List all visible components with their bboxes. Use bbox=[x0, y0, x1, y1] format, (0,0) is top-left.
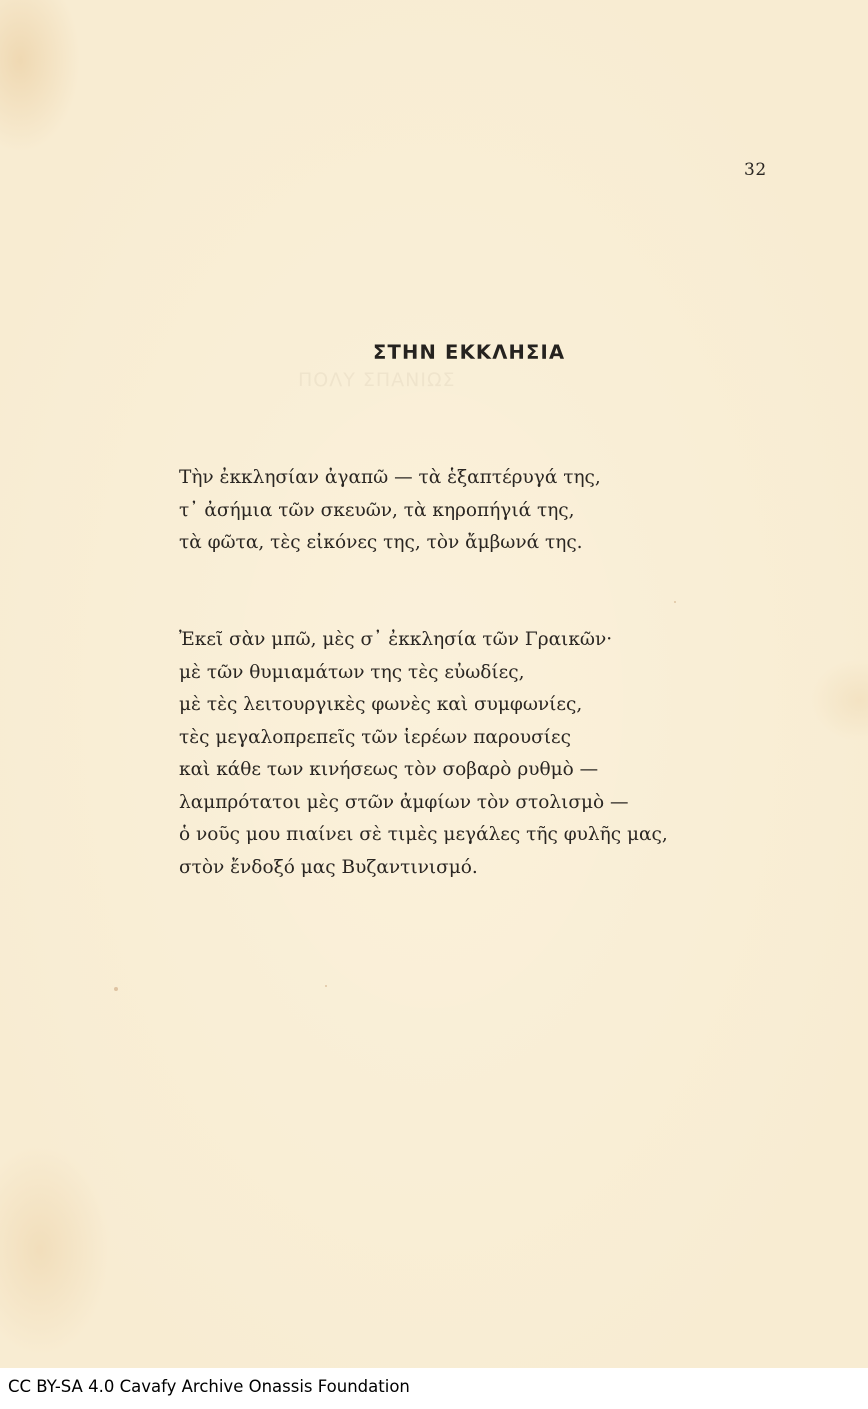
paper-speck bbox=[325, 985, 327, 987]
stanza-1 bbox=[179, 462, 601, 560]
footer-bar bbox=[0, 1368, 868, 1409]
paper-speck bbox=[674, 601, 676, 603]
verse-line: μὲ τῶν θυμιαμάτων της τὲς εὐωδίες, bbox=[179, 661, 525, 683]
verse-line: τὰ φῶτα, τὲς εἰκόνες της, τὸν ἄμβωνά της. bbox=[179, 532, 583, 553]
verse-line: τὲς μεγαλοπρεπεῖς τῶν ἱερέων παρουσίες bbox=[179, 726, 571, 748]
bleed-through-title: ΠΟΛΥ ΣΠΑΝΙΩΣ bbox=[298, 369, 456, 391]
verse-line: ὁ νοῦς μου πιαίνει σὲ τιμὲς μεγάλες τῆς φυλῆς μας, bbox=[179, 824, 668, 845]
poem-title: ΣΤΗΝ ΕΚΚΛΗΣΙΑ bbox=[373, 341, 566, 364]
verse-line: μὲ τὲς λειτουργικὲς φωνὲς καὶ συμφωνίες, bbox=[179, 694, 583, 715]
verse-line: τ᾿ ἀσήμια τῶν σκευῶν, τὰ κηροπήγιά της, bbox=[179, 499, 575, 521]
verse-line: καὶ κάθε των κινήσεως τὸν σοβαρὸ ρυθμὸ — bbox=[179, 759, 599, 780]
license-credit: CC BY-SA 4.0 Cavafy Archive Onassis Foundation bbox=[8, 1377, 410, 1396]
verse-line: Τὴν ἐκκλησίαν ἀγαπῶ — τὰ ἑξαπτέρυγά της, bbox=[179, 467, 601, 488]
stanza-2 bbox=[179, 624, 668, 884]
verse-line: Ἐκεῖ σὰν μπῶ, μὲς σ᾿ ἐκκλησία τῶν Γραικῶν· bbox=[179, 629, 613, 650]
verse-line: στὸν ἔνδοξό μας Βυζαντινισμό. bbox=[179, 856, 478, 878]
paper-speck bbox=[114, 987, 118, 991]
verse-line: λαμπρότατοι μὲς στῶν ἀμφίων τὸν στολισμὸ — bbox=[179, 791, 629, 813]
page-number: 32 bbox=[744, 160, 767, 180]
